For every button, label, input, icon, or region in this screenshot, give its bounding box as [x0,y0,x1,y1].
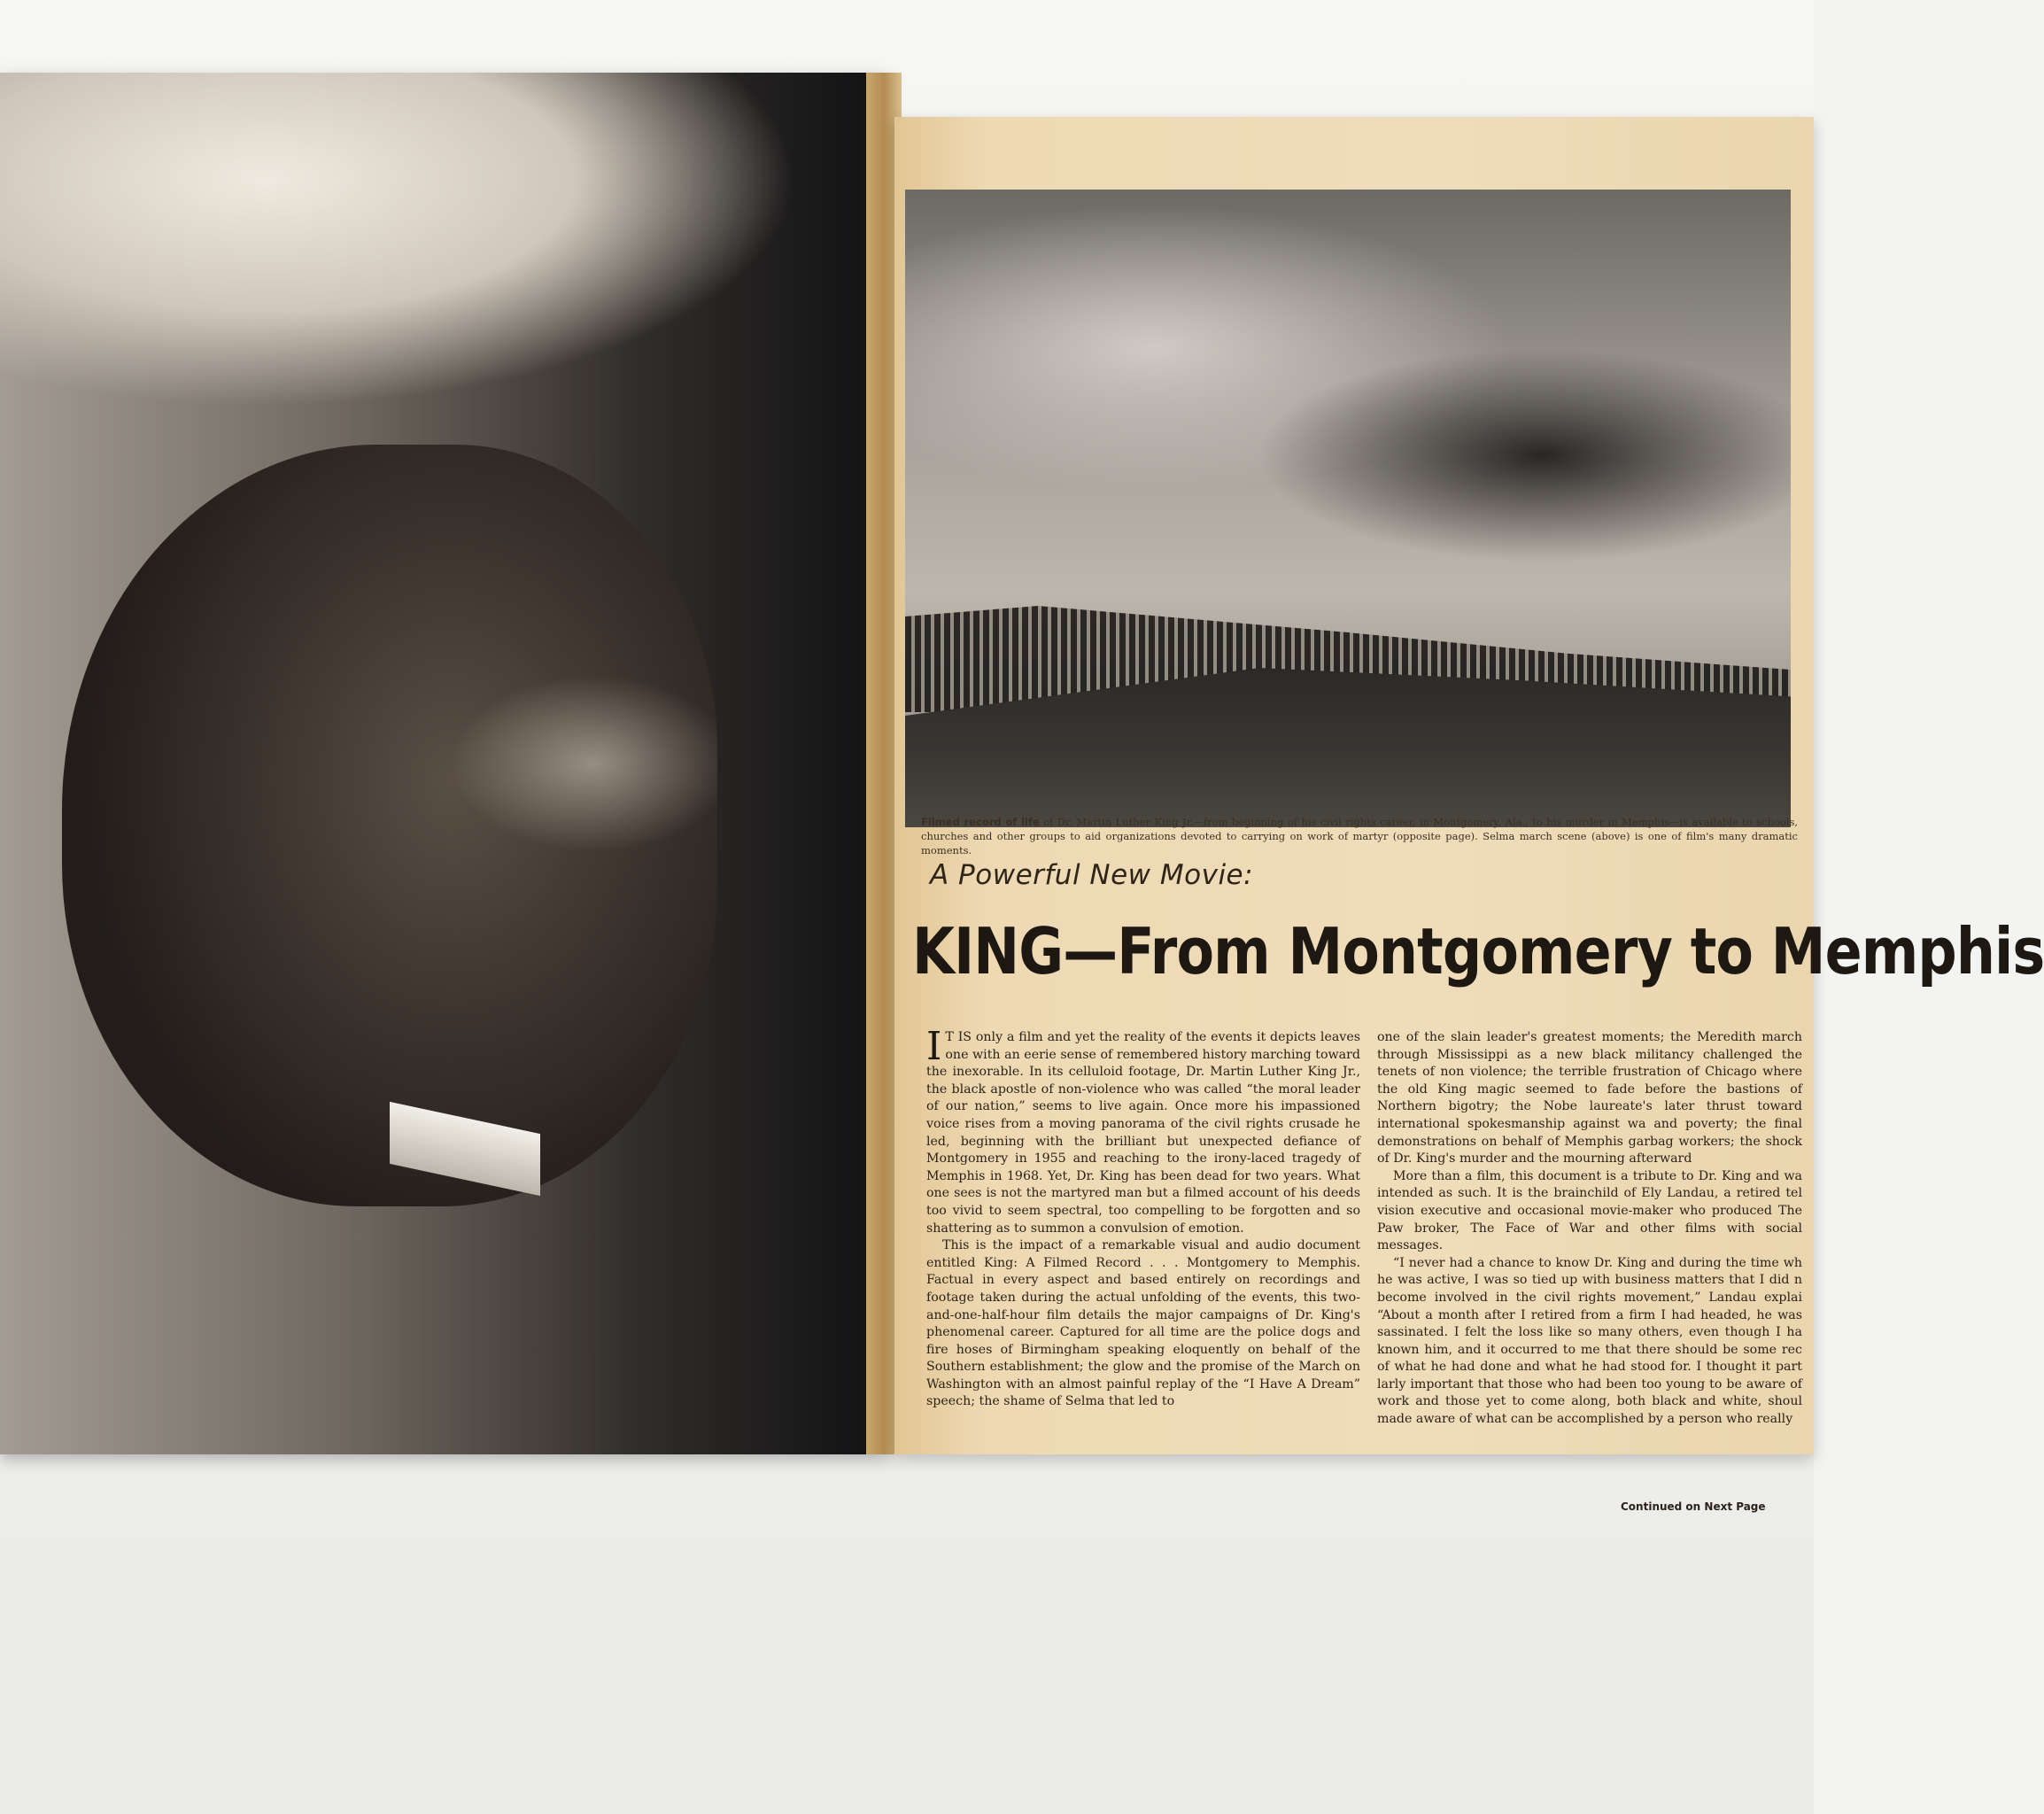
column-1-paragraph-1 [926,1024,1360,1237]
right-page [894,117,2044,1513]
column-2-paragraph-1: one of the slain leader's greatest moments; the Meredith march through Mississippi as a new black militancy challenged the tenets of non violence; the terrible frustration of Chicago where the old King magic seemed to fade before the bastions of Northern bigotry; the Nobe laureate's later thrust toward international spokesmanship against wa and poverty; the final demonstrations on behalf of Memphis garbag workers; the shock of Dr. King's murder and the mourning afterward [1377,1030,1802,1167]
selma-march-photo [905,190,1791,806]
open-magazine [0,73,2044,1513]
portrait-head-shape [62,445,717,1206]
left-page [0,73,890,1454]
column-1-paragraph-2: This is the impact of a remarkable visual and audio document entitled King: A Filmed Record . . . Montgomery to Memphis. Factual in every aspect and based entirely on recordings and footage taken during the actual unfolding of the events, this two-and-one-half-hour film details the major campaigns of Dr. King's phenomenal career. Captured for all time are the police dogs and fire hoses of Birmingham speaking eloquently on behalf of the Southern establishment; the glow and the promise of the March on Washington with an almost painful replay of the “I Have A Dream” speech; the shame of Selma that led to [926,1238,1360,1409]
photo-caption [921,815,1798,857]
continued-on-next-page: Continued on Next Page [1621,1500,1766,1513]
column-2-paragraph-3: “I never had a chance to know Dr. King and during the time wh he was active, I was so tied up with business matters that I did n become involved in the civil rights movement,” Landau explai “About a month after I retired from a firm I had headed, he was sassinated. I felt the loss like so many others, even though I ha known him, and it occurred to me that there should be some rec of what he had done and what he had stood for. I thought it part larly important that those who had been too young to be aware of work and those yet to come along, both black and white, shoul made aware of what can be accomplished by a person who really [1377,1255,1802,1427]
portrait-photo [0,73,866,1454]
drop-cap: I [926,1024,942,1069]
article-headline: KING—From Montgomery to Memphis [912,914,2044,988]
column-1-paragraph-1-text: T IS only a film and yet the reality of the events it depicts leaves one with an eerie sense of remembered history marching toward the inexorable. In its celluloid footage, Dr. Martin Luther King Jr., the black apostle of non-violence who was called “the moral leader of our nation,” seems to live again. Once more his impassioned voice rises from a moving panorama of the civil rights crusade he led, beginning with the brilliant but unexpected defiance of Montgomery in 1955 and reaching to the irony-laced tragedy of Memphis in 1968. Yet, Dr. King has been dead for two years. What one sees is not the martyred man but a filmed account of his deeds too vivid to seem spectral, too compelling to be forgotten and so shattering as to summon a convulsion of emotion. [926,1030,1360,1236]
article-column-1 [926,1024,1360,1411]
article-kicker: A Powerful New Movie: [930,859,1254,891]
caption-lead: Filmed record of life [921,816,1040,828]
column-2-paragraph-2: More than a film, this document is a tribute to Dr. King and wa intended as such. It is the brainchild of Ely Landau, a retired tel vision executive and occasional movie-maker who produced The Paw broker, The Face of War and other films with social messages. [1377,1168,1802,1253]
article-column-2 [1377,1029,1802,1429]
caption-text: of Dr. Martin Luther King Jr.—from beginning of his civil rights career, in Montgomery, Ala., to his murder in Memphis—is available to schools, churches and other groups to aid organizations devoted to carrying on work of martyr (opposite page). Selma march scene (above) is one of film's many dramatic moments. [921,816,1798,857]
